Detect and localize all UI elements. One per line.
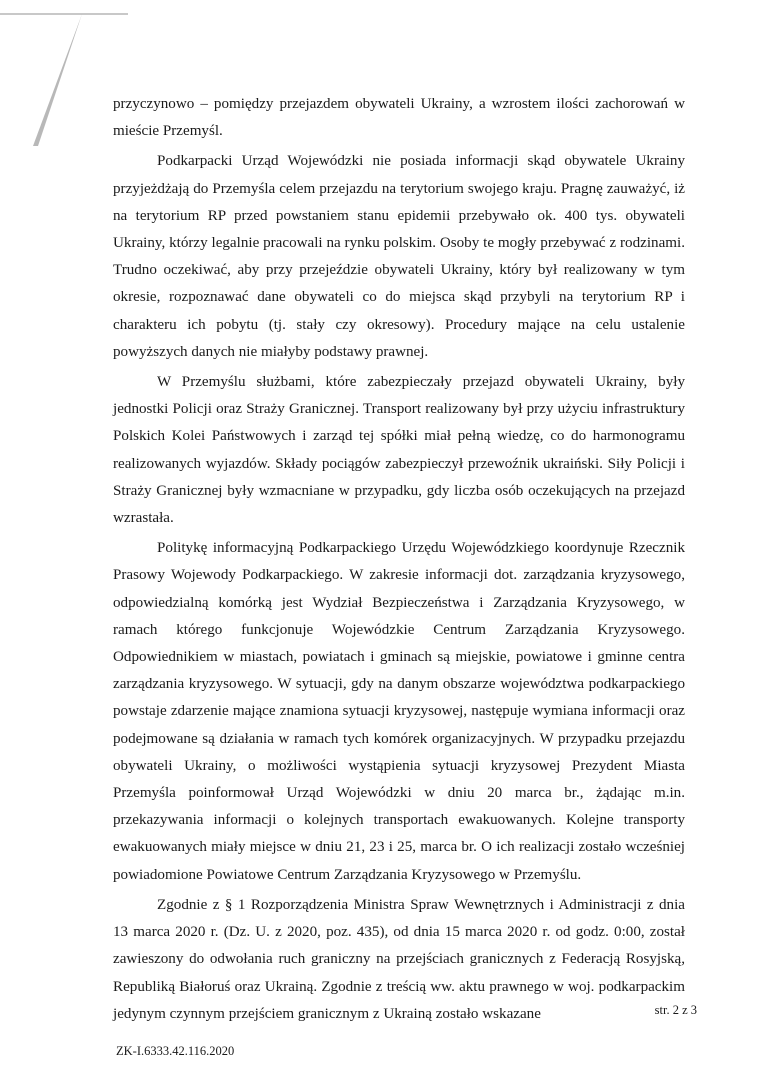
paragraph-border-regulation: Zgodnie z § 1 Rozporządzenia Ministra Spraw Wewnętrznych i Administracji z dnia 13 marca 2020 r. (Dz. U. z 2020, poz. 435), od dnia 15 marca 2020 r. od godz. 0:00, został zawieszony do odwołania ruch graniczny na przejściach granicznych z Federacją Rosyjską, Republiką Białoruś oraz Ukrainą. Zgodnie z treścią ww. aktu prawnego w woj. podkarpackim jedynym czynnym przejściem granicznym z Ukrainą zostało wskazane: [113, 896, 685, 1022]
page-number: str. 2 z 3: [654, 1003, 697, 1017]
document-reference: ZK-I.6333.42.116.2020: [116, 1044, 235, 1058]
paragraph-continuation: przyczynowo – pomiędzy przejazdem obywateli Ukrainy, a wzrostem ilości zachorowań w mieście Przemyśl.: [113, 96, 685, 140]
paragraph-origin-info: Podkarpacki Urząd Wojewódzki nie posiada informacji skąd obywatele Ukrainy przyjeżdżają do Przemyśla celem przejazdu na terytorium swojego kraju. Pragnę zauważyć, iż na terytorium RP przed powstaniem stanu epidemii przebywało ok. 400 tys. obywateli Ukrainy, którzy legalnie pracowali na rynku polskim. Osoby te mogły przebywać z rodzinami. Trudno oczekiwać, aby przy przejeździe obywateli Ukrainy, który był realizowany w tym okresie, rozpoznawać dane obywateli co do miejsca skąd przybyli na terytorium RP i charakteru ich pobytu (tj. stały czy okresowy). Procedury mające na celu ustalenie powyższych danych nie miałyby podstawy prawnej.: [113, 153, 685, 360]
paragraph-security-services: W Przemyślu służbami, które zabezpieczały przejazd obywateli Ukrainy, były jednostki Policji oraz Straży Granicznej. Transport realizowany był przy użyciu infrastruktury Polskich Kolei Państwowych i zarząd tej spółki miał pełną wiedzę, co do harmonogramu realizowanych wyjazdów. Składy pociągów zabezpieczył przewoźnik ukraiński. Siły Policji i Straży Granicznej były wzmacniane w przypadku, gdy liczba osób oczekujących na przejazd wzrastała.: [113, 374, 685, 527]
document-body: [113, 91, 685, 1031]
paragraph-information-policy: Politykę informacyjną Podkarpackiego Urzędu Wojewódzkiego koordynuje Rzecznik Prasowy Wojewody Podkarpackiego. W zakresie informacji dot. zarządzania kryzysowego, odpowiedzialną komórką jest Wydział Bezpieczeństwa i Zarządzania Kryzysowego, w ramach którego funkcjonuje Wojewódzkie Centrum Zarządzania Kryzysowego. Odpowiednikiem w miastach, powiatach i gminach są miejskie, powiatowe i gminne centra zarządzania kryzysowego. W sytuacji, gdy na danym obszarze województwa podkarpackiego powstaje zdarzenie mające znamiona sytuacji kryzysowej, następuje wymiana informacji oraz podejmowane są działania w ramach tych komórek organizacyjnych. W przypadku przejazdu obywateli Ukrainy, o możliwości wystąpienia sytuacji kryzysowej Prezydent Miasta Przemyśla poinformował Urząd Wojewódzki w dniu 20 marca br., żądając m.in. przekazywania informacji o kolejnych transportach ewakuowanych. Kolejne transporty ewakuowanych miały miejsce w dniu 21, 23 i 25, marca br. O ich realizacji zostało wcześniej powiadomione Powiatowe Centrum Zarządzania Kryzysowego w Przemyślu.: [113, 540, 685, 883]
